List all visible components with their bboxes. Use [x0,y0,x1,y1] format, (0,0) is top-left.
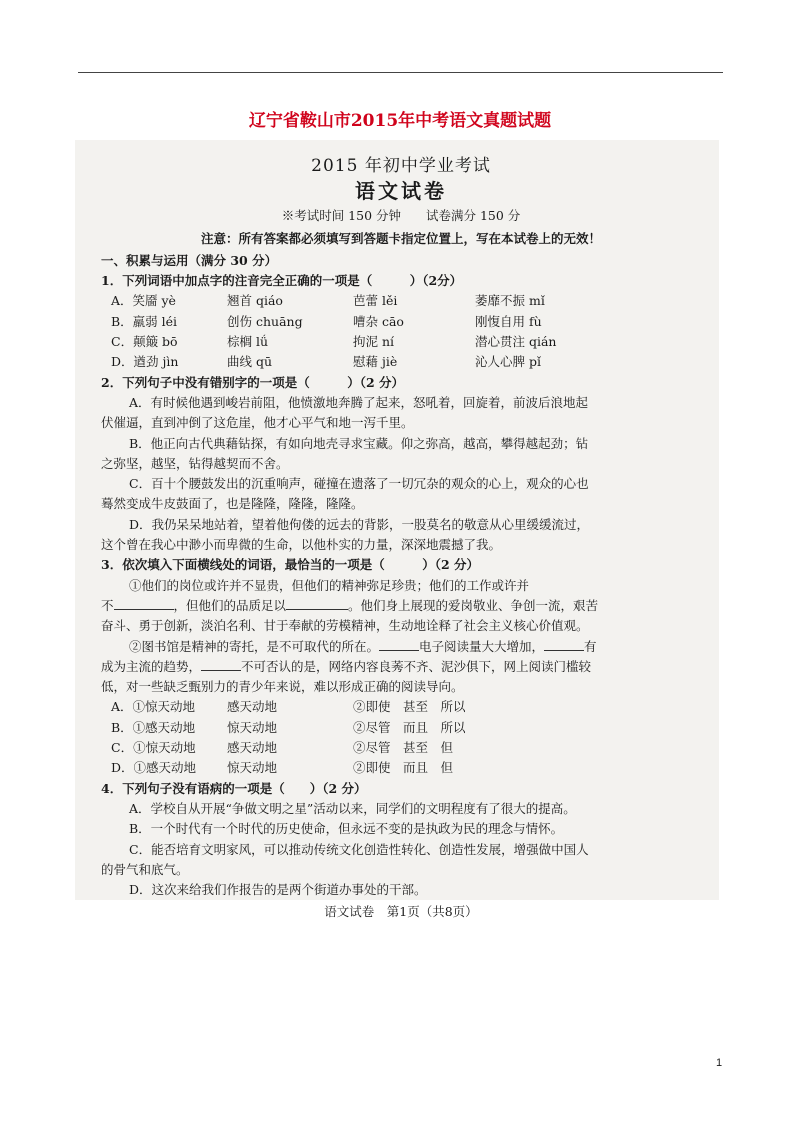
option-cell: C．①惊天动地 [111,740,196,756]
question-3-passage-2-cont [101,657,701,677]
question-2-option-c: C．百十个腰鼓发出的沉重响声，碰撞在遗落了一切冗杂的观众的心上，观众的心也 [129,476,589,492]
option-cell: 曲线 qū [227,354,273,370]
fill-blank [201,657,241,671]
header-rule [78,72,723,73]
option-cell: 嘈杂 cāo [353,313,404,329]
option-row [101,758,701,778]
text-run: 不可否认的是，网络内容良莠不齐、泥沙俱下，网上阅读门槛较 [241,658,592,674]
option-cell: 创伤 chuāng [227,313,303,329]
option-cell: 惊天动地 [227,760,278,776]
question-2-option-a-cont: 伏催逼，直到冲倒了这危崖，他才心平气和地一泻千里。 [101,415,414,431]
option-cell: 慰藉 jiè [353,354,398,370]
option-cell: 棕榈 lǘ [227,334,269,350]
question-1-options [101,291,701,372]
question-3-stem: 3．依次填入下面横线处的词语，最恰当的一项是（ ）（2 分） [101,557,479,573]
option-cell: ②即使 而且 但 [353,760,454,776]
option-row [101,738,701,758]
question-2-option-d-cont: 这个曾在我心中渺小而卑微的生命，以他朴实的力量，深深地震撼了我。 [101,537,502,553]
option-cell: 沁人心脾 pǐ [475,354,541,370]
question-2-option-d: D．我仍呆呆地站着，望着他佝偻的远去的背影，一股莫名的敬意从心里缓缓流过， [129,516,590,532]
text-run: 电子阅读量大大增加， [419,638,545,654]
question-4-option-c-cont: 的骨气和底气。 [101,861,189,877]
section-heading: 一、积累与运用（满分 30 分） [101,252,278,268]
option-cell: C．颠簸 bō [111,334,178,350]
option-cell: D．①感天动地 [111,760,197,776]
exam-meta: ※考试时间 150 分钟 试卷满分 150 分 [281,208,521,224]
paper-title: 语文试卷 [355,179,447,204]
option-cell: 惊天动地 [227,719,278,735]
paper-footer: 语文试卷 第1页（共8页） [324,904,478,920]
option-cell: 芭蕾 lěi [353,293,398,309]
question-4-stem: 4．下列句子没有语病的一项是（ ）（2 分） [101,780,367,796]
option-cell: 感天动地 [227,699,278,715]
text-run: ②图书馆是精神的寄托，是不可取代的所在。 [129,638,380,654]
option-cell: 拘泥 ní [353,334,395,350]
notice: 注意：所有答案都必须填写到答题卡指定位置上，写在本试卷上的无效！ [200,230,601,246]
text-run: 。他们身上展现的爱岗敬业、争创一流，艰苦 [348,597,599,613]
question-3-passage-2-end: 低，对一些缺乏甄别力的青少年来说，难以形成正确的阅读导向。 [101,679,464,695]
fill-blank [379,637,419,651]
option-row [101,718,701,738]
question-3-passage-2 [101,637,701,657]
option-cell: B．羸弱 léi [111,313,178,329]
paper-year-line: 2015 年初中学业考试 [311,156,491,176]
question-2-option-b-cont: 之弥坚，越坚，钻得越契而不舍。 [101,455,289,471]
option-cell: A．①惊天动地 [111,699,196,715]
question-2-stem: 2．下列句子中没有错别字的一项是（ ）（2 分） [101,374,404,390]
page-number: 1 [716,1057,723,1069]
option-row [101,291,701,311]
option-cell: D．遒劲 jìn [111,354,179,370]
question-2-option-a: A．有时候他遇到峻岩前阻，他愤激地奔腾了起来，怒吼着，回旋着，前波后浪地起 [129,394,589,410]
question-2-option-c-cont: 蓦然变成牛皮鼓面了，也是隆隆，隆隆，隆隆。 [101,496,364,512]
option-row [101,332,701,352]
option-cell: 刚愎自用 fù [475,313,542,329]
option-cell: ②即使 甚至 所以 [353,699,466,715]
fill-blank [114,596,174,610]
question-4-option-c: C．能否培育文明家风，可以推动传统文化创造性转化、创造性发展，增强做中国人 [129,841,589,857]
fill-blank [286,596,348,610]
option-row [101,312,701,332]
option-cell: 萎靡不振 mǐ [475,293,545,309]
option-row [101,352,701,372]
text-run: 有 [584,638,597,654]
document-title: 辽宁省鞍山市2015年中考语文真题试题 [248,111,552,131]
fill-blank [544,637,584,651]
option-cell: 翘首 qiáo [227,293,283,309]
option-cell: A．笑靥 yè [111,293,176,309]
question-3-passage-1-end: 奋斗、勇于创新，淡泊名利、甘于奉献的劳模精神，生动地诠释了社会主义核心价值观。 [101,618,589,634]
question-4-option-a: A．学校自从开展“争做文明之星”活动以来，同学们的文明程度有了很大的提高。 [129,800,576,816]
option-cell: 感天动地 [227,740,278,756]
text-run: 不 [101,597,114,613]
question-4-option-b: B．一个时代有一个时代的历史使命，但永远不变的是执政为民的理念与情怀。 [129,821,564,837]
option-cell: B．①感天动地 [111,719,196,735]
question-1-stem: 1．下列词语中加点字的注音完全正确的一项是（ ）（2分） [101,273,463,289]
question-3-options [101,697,701,778]
option-cell: 潜心贯注 qián [475,334,557,350]
option-cell: ②尽管 甚至 但 [353,740,454,756]
text-run: ，但他们的品质足以 [173,597,287,613]
option-cell: ②尽管 而且 所以 [353,719,466,735]
question-4-option-d: D．这次来给我们作报告的是两个街道办事处的干部。 [129,882,427,898]
text-run: 成为主流的趋势， [101,658,202,674]
question-2-option-b: B．他正向古代典藉钻探，有如向地壳寻求宝藏。仰之弥高，越高，攀得越起劲；钻 [129,435,589,451]
question-3-passage-1: ①他们的岗位或许并不显贵，但他们的精神弥足珍贵；他们的工作或许并 [129,577,530,593]
question-3-passage-1-cont [101,596,701,616]
option-row [101,697,701,717]
scanned-exam-page [75,140,719,920]
